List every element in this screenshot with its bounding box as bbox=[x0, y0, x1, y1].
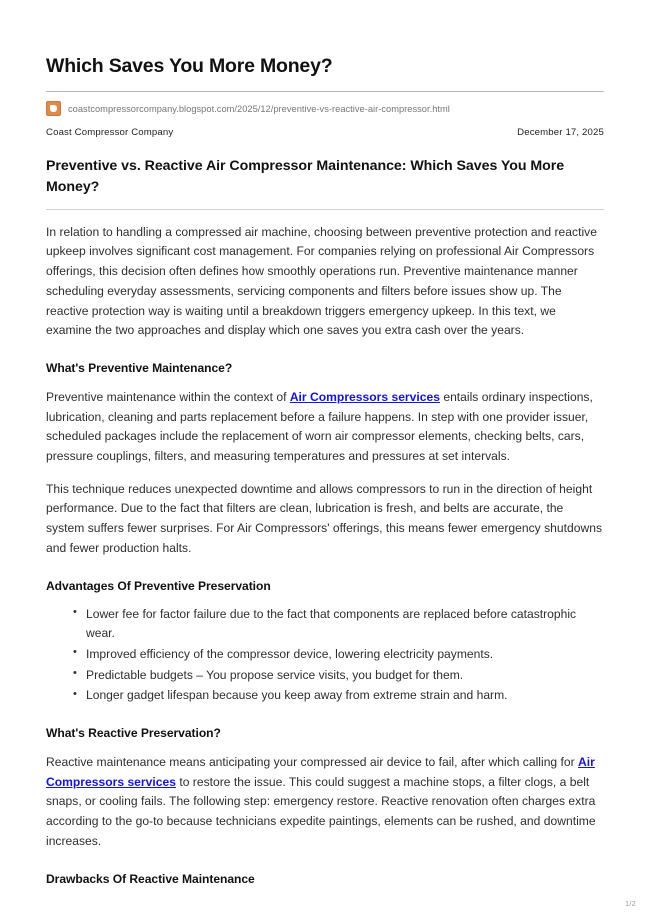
source-url-text: coastcompressorcompany.blogspot.com/2025/12/preventive-vs-reactive-air-compressor.html bbox=[68, 103, 450, 114]
article-divider bbox=[46, 209, 604, 210]
title-divider bbox=[46, 91, 604, 92]
section-heading-drawbacks: Drawbacks Of Reactive Maintenance bbox=[46, 871, 255, 886]
byline-author: Coast Compressor Company bbox=[46, 127, 174, 139]
text-before-link: Reactive maintenance means anticipating your compressed air device to fail, after which calling for bbox=[46, 755, 579, 770]
air-compressors-services-link[interactable]: Air Compressors services bbox=[289, 389, 440, 404]
preventive-paragraph-2: This technique reduces unexpected downtime and allows compressors to run in the direction of height performance. Due to the fact that filters are clean, lubrication is fresh, and belts are accurate, the system suffers fewer surprises. For Air Compressors' offerings, this means fewer emergency shutdowns and fewer production halts. bbox=[46, 481, 603, 555]
byline-date: December 17, 2025 bbox=[517, 127, 604, 139]
article-title: Preventive vs. Reactive Air Compressor Maintenance: Which Saves You More Money? bbox=[46, 158, 565, 195]
document-content bbox=[46, 0, 604, 886]
air-compressors-services-link[interactable]: Air Compressors services bbox=[46, 755, 595, 789]
section-heading-advantages: Advantages Of Preventive Preservation bbox=[46, 578, 271, 593]
page-title: Which Saves You More Money? bbox=[46, 55, 333, 77]
text-after-link: to restore the issue. This could suggest a machine stops, a filter clogs, a belt snaps, or cooling fails. The following step: emergency restore. Reactive renovation often charges extra according to the go-to because technicians expedite paintings, elements can be rushed, and downtime increases. bbox=[46, 774, 596, 848]
page-number: 1/2 bbox=[624, 899, 636, 908]
blogger-favicon-icon bbox=[46, 101, 61, 116]
preventive-paragraph-1 bbox=[46, 388, 604, 467]
text-after-link: entails ordinary inspections, lubrication, cleaning and parts replacement before a failure happens. In step with one provider issuer, scheduled packages include the replacement of worn air compressor elements, checking belts, cars, pressure couplings, filters, and measuring temperatures and pressures at set intervals. bbox=[46, 389, 593, 464]
list-item: • Lower fee for factor failure due to the fact that components are replaced before catastrophic wear. bbox=[86, 605, 604, 644]
section-heading-preventive: What's Preventive Maintenance? bbox=[46, 360, 233, 375]
section-heading-reactive: What's Reactive Preservation? bbox=[46, 726, 221, 741]
byline bbox=[46, 127, 604, 138]
intro-paragraph: In relation to handling a compressed air machine, choosing between preventive protection and reactive upkeep involves significant cost management. For companies relying on professional Air Compressors offerings, this decision often defines how smoothly operations run. Preventive maintenance manner scheduling everyday assessments, servicing components and filters before issues show up. The reactive protection way is waiting until a breakdown triggers emergency upkeep. In this text, we examine the two approaches and display which one saves you extra cash over the years. bbox=[46, 224, 597, 338]
list-item: • Improved efficiency of the compressor device, lowering electricity payments. bbox=[86, 645, 604, 665]
list-item: • Predictable budgets – You propose service visits, you budget for them. bbox=[86, 666, 604, 686]
reactive-paragraph-1 bbox=[46, 753, 604, 852]
list-item: • Longer gadget lifespan because you keep away from extreme strain and harm. bbox=[86, 686, 604, 706]
advantages-list bbox=[46, 605, 604, 707]
source-url-bar bbox=[46, 101, 604, 116]
text-before-link: Preventive maintenance within the context of bbox=[46, 389, 290, 404]
